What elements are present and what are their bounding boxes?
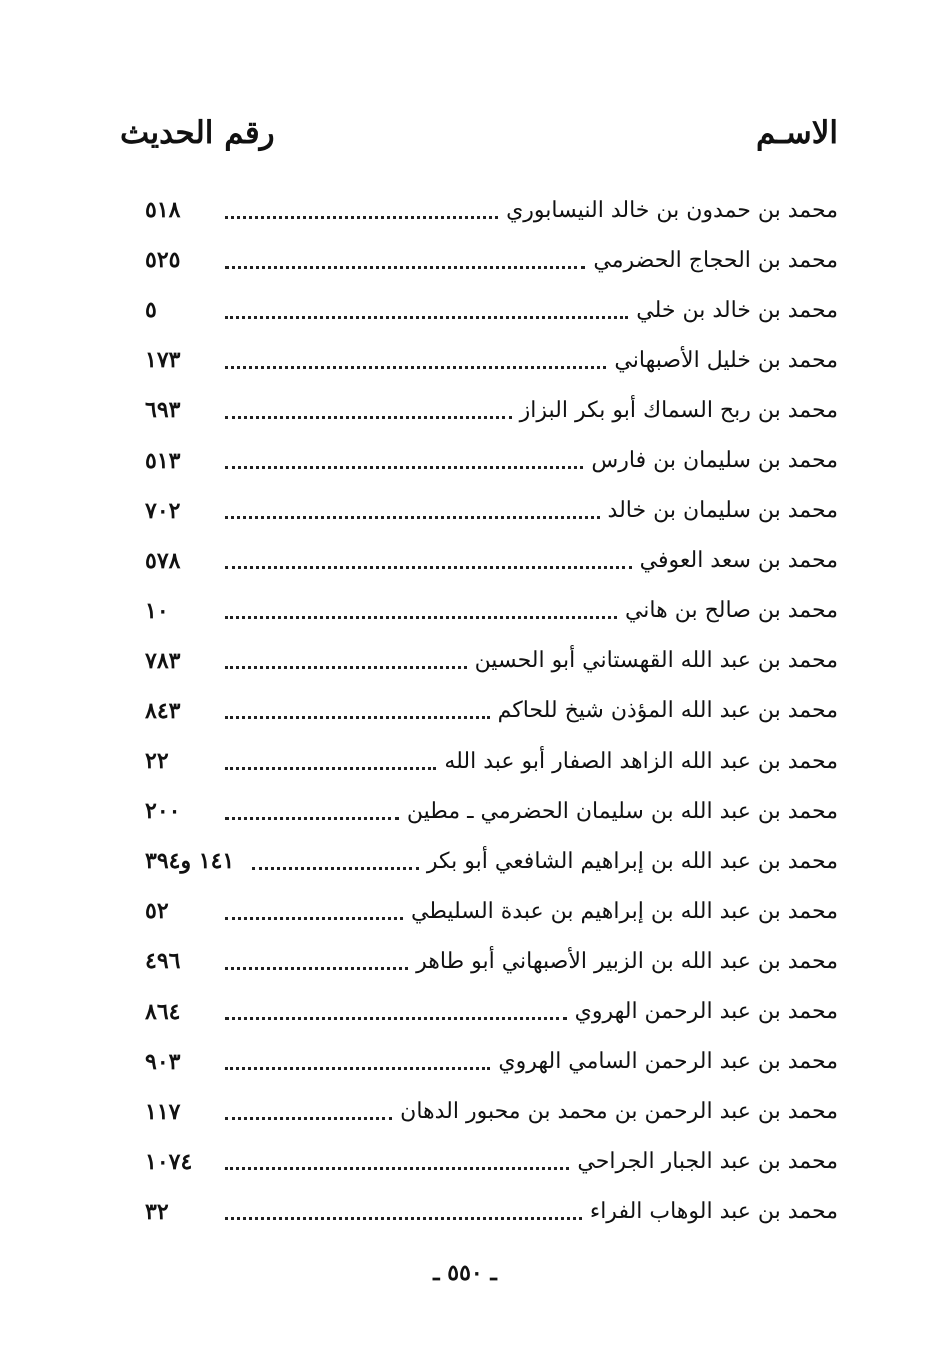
narrator-name: محمد بن عبد الله بن سليمان الحضرمي ـ مطين <box>406 798 838 824</box>
narrator-name: محمد بن عبد الله الزاهد الصفار أبو عبد الله <box>444 748 838 774</box>
dot-leader <box>225 917 403 920</box>
index-entry <box>145 936 838 986</box>
index-entry <box>145 1087 838 1137</box>
index-entry <box>145 385 838 435</box>
index-entry <box>145 987 838 1037</box>
narrator-name: محمد بن عبد الله بن إبراهيم بن عبدة السليطي <box>411 898 838 924</box>
hadith-number: ٧٠٢ <box>145 497 181 524</box>
hadith-number: ٦٩٣ <box>145 397 181 424</box>
index-entry <box>145 886 838 936</box>
dot-leader <box>225 1067 490 1070</box>
index-entry <box>145 786 838 836</box>
index-entries <box>145 185 838 1237</box>
page-number: ـ ٥٥٠ ـ <box>433 1260 497 1286</box>
dot-leader <box>225 1167 569 1170</box>
narrator-name: محمد بن خليل الأصبهاني <box>614 347 838 373</box>
name-column-header: الاسـم <box>756 115 838 151</box>
narrator-name: محمد بن عبد الله القهستاني أبو الحسين <box>474 648 838 674</box>
hadith-number: ٢٠٠ <box>145 798 181 825</box>
dot-leader <box>225 366 606 369</box>
hadith-number: ١١٧ <box>145 1098 181 1125</box>
index-entry <box>145 335 838 385</box>
index-entry <box>145 836 838 886</box>
hadith-number: ٨٤٣ <box>145 697 181 724</box>
hadith-number: ٥٢٥ <box>145 247 181 274</box>
dot-leader <box>225 266 585 269</box>
index-entry <box>145 486 838 536</box>
narrator-name: محمد بن صالح بن هاني <box>624 598 838 624</box>
narrator-name: محمد بن عبد الرحمن السامي الهروي <box>498 1049 838 1075</box>
index-entry <box>145 686 838 736</box>
dot-leader <box>225 1117 392 1120</box>
hadith-number: ١٤١ و٣٩٤ <box>145 848 235 875</box>
dot-leader <box>225 216 498 219</box>
dot-leader <box>225 716 490 719</box>
hadith-number: ٥٧٨ <box>145 547 181 574</box>
narrator-name: محمد بن الحجاج الحضرمي <box>593 247 838 273</box>
index-entry <box>145 185 838 235</box>
dot-leader <box>225 817 399 820</box>
hadith-number: ٨٦٤ <box>145 998 181 1025</box>
narrator-name: محمد بن عبد الله بن الزبير الأصبهاني أبو طاهر <box>416 948 838 974</box>
dot-leader <box>225 666 467 669</box>
column-headers <box>120 108 838 158</box>
hadith-number: ٥١٨ <box>145 197 181 224</box>
index-entry <box>145 636 838 686</box>
dot-leader <box>225 466 583 469</box>
narrator-name: محمد بن عبد الله بن إبراهيم الشافعي أبو بكر <box>426 848 838 874</box>
index-entry <box>145 1187 838 1237</box>
index-entry <box>145 536 838 586</box>
dot-leader <box>225 767 436 770</box>
dot-leader <box>252 867 419 870</box>
dot-leader <box>225 616 617 619</box>
narrator-name: محمد بن سليمان بن فارس <box>591 448 838 474</box>
hadith-number: ٢٢ <box>145 748 169 775</box>
hadith-number: ٥٢ <box>145 898 169 925</box>
dot-leader <box>225 516 600 519</box>
index-entry <box>145 285 838 335</box>
index-entry <box>145 1037 838 1087</box>
narrator-name: محمد بن خالد بن خلي <box>636 297 838 323</box>
narrator-name: محمد بن عبد الرحمن الهروي <box>574 999 838 1025</box>
dot-leader <box>225 1017 567 1020</box>
narrator-name: محمد بن عبد الرحمن بن محمد بن محبور الدهان <box>400 1099 838 1125</box>
narrator-name: محمد بن عبد الجبار الجراحي <box>577 1149 838 1175</box>
index-entry <box>145 435 838 485</box>
hadith-number: ٤٩٦ <box>145 948 181 975</box>
dot-leader <box>225 316 628 319</box>
dot-leader <box>225 566 632 569</box>
index-entry <box>145 1137 838 1187</box>
hadith-number: ١٠ <box>145 597 169 624</box>
narrator-name: محمد بن عبد الله المؤذن شيخ للحاكم <box>497 698 838 724</box>
dot-leader <box>225 967 408 970</box>
index-entry <box>145 235 838 285</box>
index-entry <box>145 736 838 786</box>
hadith-number: ٧٨٣ <box>145 647 181 674</box>
index-entry <box>145 586 838 636</box>
hadith-number: ١٧٣ <box>145 347 181 374</box>
hadith-number-column-header: رقم الحديث <box>120 115 275 151</box>
narrator-name: محمد بن سليمان بن خالد <box>607 498 838 524</box>
dot-leader <box>225 1217 582 1220</box>
hadith-number: ٥ <box>145 297 157 324</box>
hadith-number: ١٠٧٤ <box>145 1148 193 1175</box>
narrator-name: محمد بن عبد الوهاب الفراء <box>589 1199 838 1225</box>
hadith-number: ٣٢ <box>145 1198 169 1225</box>
hadith-number: ٥١٣ <box>145 447 181 474</box>
hadith-number: ٩٠٣ <box>145 1048 181 1075</box>
narrator-name: محمد بن سعد العوفي <box>639 548 838 574</box>
narrator-name: محمد بن حمدون بن خالد النيسابوري <box>506 197 838 223</box>
dot-leader <box>225 416 512 419</box>
narrator-name: محمد بن ربح السماك أبو بكر البزاز <box>519 397 838 423</box>
